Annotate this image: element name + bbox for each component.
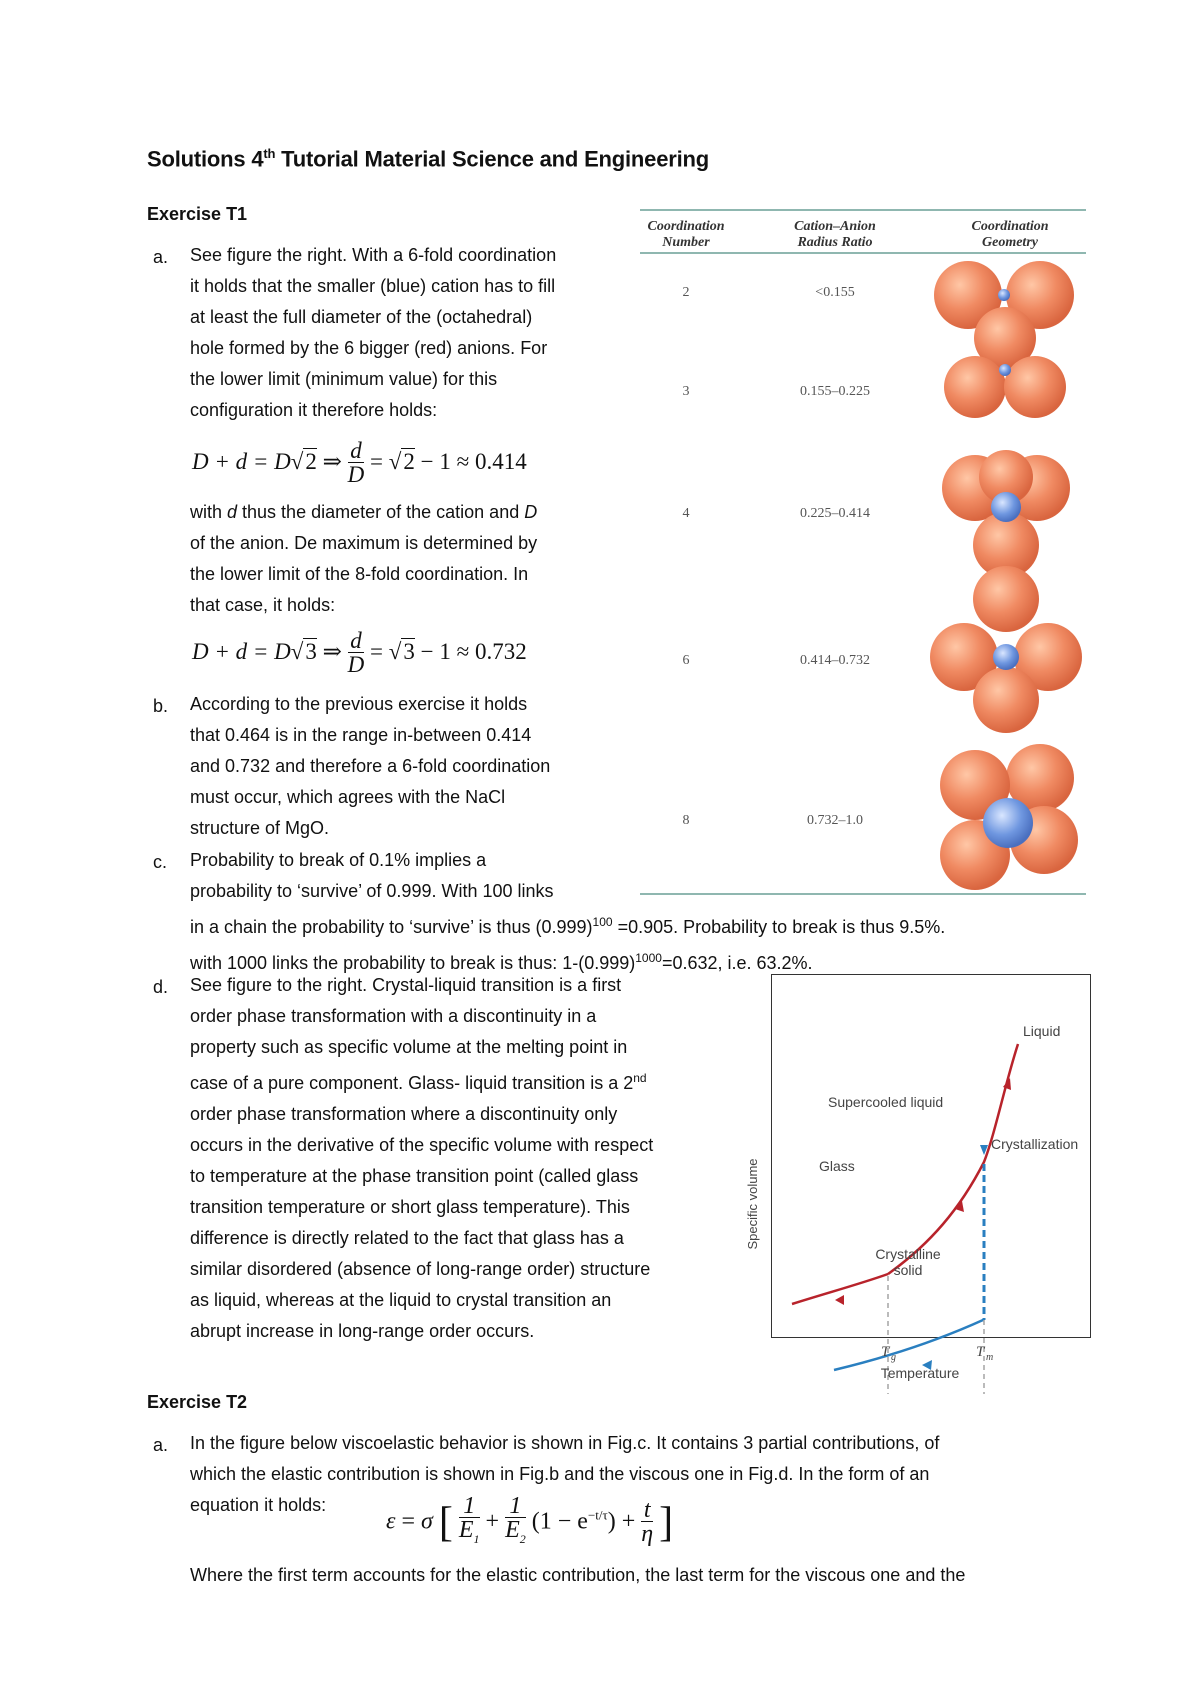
text-line: case of a pure component. Glass- liquid transition is a 2nd bbox=[190, 1071, 647, 1093]
cation-sphere bbox=[993, 644, 1019, 670]
liquid-curve bbox=[888, 1044, 1018, 1274]
text-line: structure of MgO. bbox=[190, 818, 330, 838]
cation-sphere bbox=[998, 289, 1010, 301]
text-line: which the elastic contribution is shown in Fig.b and the viscous one in Fig.d. In the form of an bbox=[190, 1464, 930, 1484]
table-cell-cn: 3 bbox=[682, 384, 690, 399]
anion-sphere bbox=[1004, 356, 1066, 418]
table-cell-ratio: <0.155 bbox=[815, 285, 855, 300]
x-tick-label: T bbox=[881, 1344, 890, 1360]
text-line: abrupt increase in long-range order occurs. bbox=[190, 1321, 535, 1341]
exercise-t1-heading: Exercise T1 bbox=[147, 204, 248, 224]
text-line: that 0.464 is in the range in-between 0.414 bbox=[190, 725, 532, 745]
table-cell-cn: 4 bbox=[682, 506, 690, 521]
text-line: configuration it therefore holds: bbox=[190, 400, 438, 420]
solid-label: solid bbox=[893, 1262, 923, 1278]
table-header-ratio: Cation–Anion Radius Ratio bbox=[794, 219, 876, 250]
x-tick-label: T bbox=[976, 1344, 985, 1360]
item-b-text bbox=[190, 689, 550, 844]
text-line: with 1000 links the probability to break is thus: $1-(0.999)^{1000}=0.632$, i.e. 63.2%. bbox=[190, 951, 813, 973]
chart-layer bbox=[745, 1023, 1078, 1394]
text-line: in a chain the probability to ‘survive’ is thus $(0.999)^{100} =0.905$. Probability to break is thus 9.5%. bbox=[190, 915, 946, 937]
item-d-text bbox=[190, 970, 653, 1347]
text-line: with d thus the diameter of the cation and D bbox=[190, 502, 538, 522]
cation-sphere bbox=[991, 492, 1021, 522]
item-a-continued bbox=[190, 497, 537, 621]
item-b-marker: b. bbox=[153, 696, 169, 716]
text-line: According to the previous exercise it holds bbox=[190, 694, 528, 714]
crystalline-label: Crystalline bbox=[875, 1246, 941, 1262]
text-line: Probability to break of 0.1% implies a bbox=[190, 850, 487, 870]
specific-volume-chart bbox=[740, 974, 1100, 1394]
item-a-marker: a. bbox=[153, 247, 169, 267]
formula-6fold: D + d = D√2 ⇒ $\frac{d}{D}$ = √2 − 1 ≈ 0.414 bbox=[192, 438, 527, 487]
table-cell-ratio: 0.732–1.0 bbox=[807, 813, 863, 828]
t2-item-a-marker: a. bbox=[153, 1435, 169, 1455]
item-d-marker: d. bbox=[153, 977, 169, 997]
item-c-marker: c. bbox=[153, 852, 168, 872]
table-header-geometry: Coordination Geometry bbox=[971, 219, 1049, 250]
cation-sphere bbox=[983, 798, 1033, 848]
text-line: order phase transformation where a discontinuity only bbox=[190, 1104, 618, 1124]
text-line: similar disordered (absence of long-range order) structure bbox=[190, 1259, 651, 1279]
text-line: as liquid, whereas at the liquid to crystal transition an bbox=[190, 1290, 612, 1310]
geometry-cn4 bbox=[942, 450, 1070, 578]
exercise-t2-heading: Exercise T2 bbox=[147, 1392, 248, 1412]
text-line: Where the first term accounts for the elastic contribution, the last term for the viscous one and the bbox=[190, 1565, 966, 1585]
cation-sphere bbox=[999, 364, 1011, 376]
text-line: that case, it holds: bbox=[190, 595, 336, 615]
table-cell-cn: 8 bbox=[682, 813, 690, 828]
table-cell-ratio: 0.155–0.225 bbox=[800, 384, 870, 399]
text-line: to temperature at the phase transition point (called glass bbox=[190, 1166, 639, 1186]
crystalline-solid-curve bbox=[834, 1320, 983, 1370]
viscoelastic-equation: ε = σ [ $\frac{1}{E_1}$ + $\frac{1}{E_2}$ $(1 - e^{-t/\tau})$ + $\frac{t}{\eta}$ ] bbox=[386, 1493, 674, 1548]
table-header-rule bbox=[640, 252, 1086, 254]
table-cell-ratio: 0.414–0.732 bbox=[800, 653, 870, 668]
text-line: occurs in the derivative of the specific volume with respect bbox=[190, 1135, 654, 1155]
text-line: it holds that the smaller (blue) cation has to fill bbox=[190, 276, 556, 296]
table-header-cn: Coordination Number bbox=[647, 219, 725, 250]
text-line: difference is directly related to the fact that glass has a bbox=[190, 1228, 624, 1248]
text-line: transition temperature or short glass temperature). This bbox=[190, 1197, 630, 1217]
page-title: Solutions 4th Tutorial Material Science and Engineering bbox=[147, 146, 709, 172]
text-line: See figure to the right. Crystal-liquid transition is a first bbox=[190, 975, 622, 995]
table-bottom-rule bbox=[640, 893, 1086, 895]
glass-arrow bbox=[835, 1295, 844, 1305]
x-tick-sub: g bbox=[891, 1352, 896, 1363]
text-line: hole formed by the 6 bigger (red) anions. For bbox=[190, 338, 548, 358]
text-line: the lower limit of the 8-fold coordination. In bbox=[190, 564, 529, 584]
x-tick-sub: m bbox=[986, 1352, 994, 1363]
supercooled-liquid-label: Supercooled liquid bbox=[828, 1094, 944, 1110]
text-line: In the figure below viscoelastic behavior is shown in Fig.c. It contains 3 partial contributions, of bbox=[190, 1433, 940, 1453]
anion-sphere bbox=[973, 667, 1039, 733]
anion-sphere bbox=[944, 356, 1006, 418]
table-cell-cn: 6 bbox=[682, 653, 690, 668]
text-line: must occur, which agrees with the NaCl bbox=[190, 787, 506, 807]
formula-8fold: D + d = D√3 ⇒ $\frac{d}{D}$ = √3 − 1 ≈ 0.732 bbox=[192, 628, 527, 677]
text-line: of the anion. De maximum is determined by bbox=[190, 533, 538, 553]
anion-sphere bbox=[973, 566, 1039, 632]
y-axis-label: Specific volume bbox=[745, 1158, 760, 1250]
glass-label: Glass bbox=[819, 1158, 855, 1174]
geometry-cn8 bbox=[940, 744, 1078, 890]
item-a-text bbox=[190, 240, 556, 426]
coordination-geometry-figure bbox=[930, 255, 1090, 891]
geometry-cn6 bbox=[930, 566, 1082, 733]
x-axis-label: Temperature bbox=[880, 1365, 960, 1381]
text-line: the lower limit (minimum value) for this bbox=[190, 369, 498, 389]
crystallization-label: Crystallization bbox=[991, 1136, 1079, 1152]
table-cell-cn: 2 bbox=[682, 285, 690, 300]
table-cell-ratio: 0.225–0.414 bbox=[800, 506, 870, 521]
text-line: equation it holds: bbox=[190, 1495, 327, 1515]
text-line: at least the full diameter of the (octahedral) bbox=[190, 307, 533, 327]
text-line: order phase transformation with a discontinuity in a bbox=[190, 1006, 597, 1026]
text-line: probability to ‘survive’ of 0.999. With 100 links bbox=[190, 881, 554, 901]
text-line: See figure the right. With a 6-fold coordination bbox=[190, 245, 557, 265]
table-top-rule bbox=[640, 209, 1086, 211]
text-line: and 0.732 and therefore a 6-fold coordination bbox=[190, 756, 551, 776]
item-c-text bbox=[190, 845, 945, 979]
text-line: property such as specific volume at the melting point in bbox=[190, 1037, 628, 1057]
liquid-label: Liquid bbox=[1023, 1023, 1061, 1039]
